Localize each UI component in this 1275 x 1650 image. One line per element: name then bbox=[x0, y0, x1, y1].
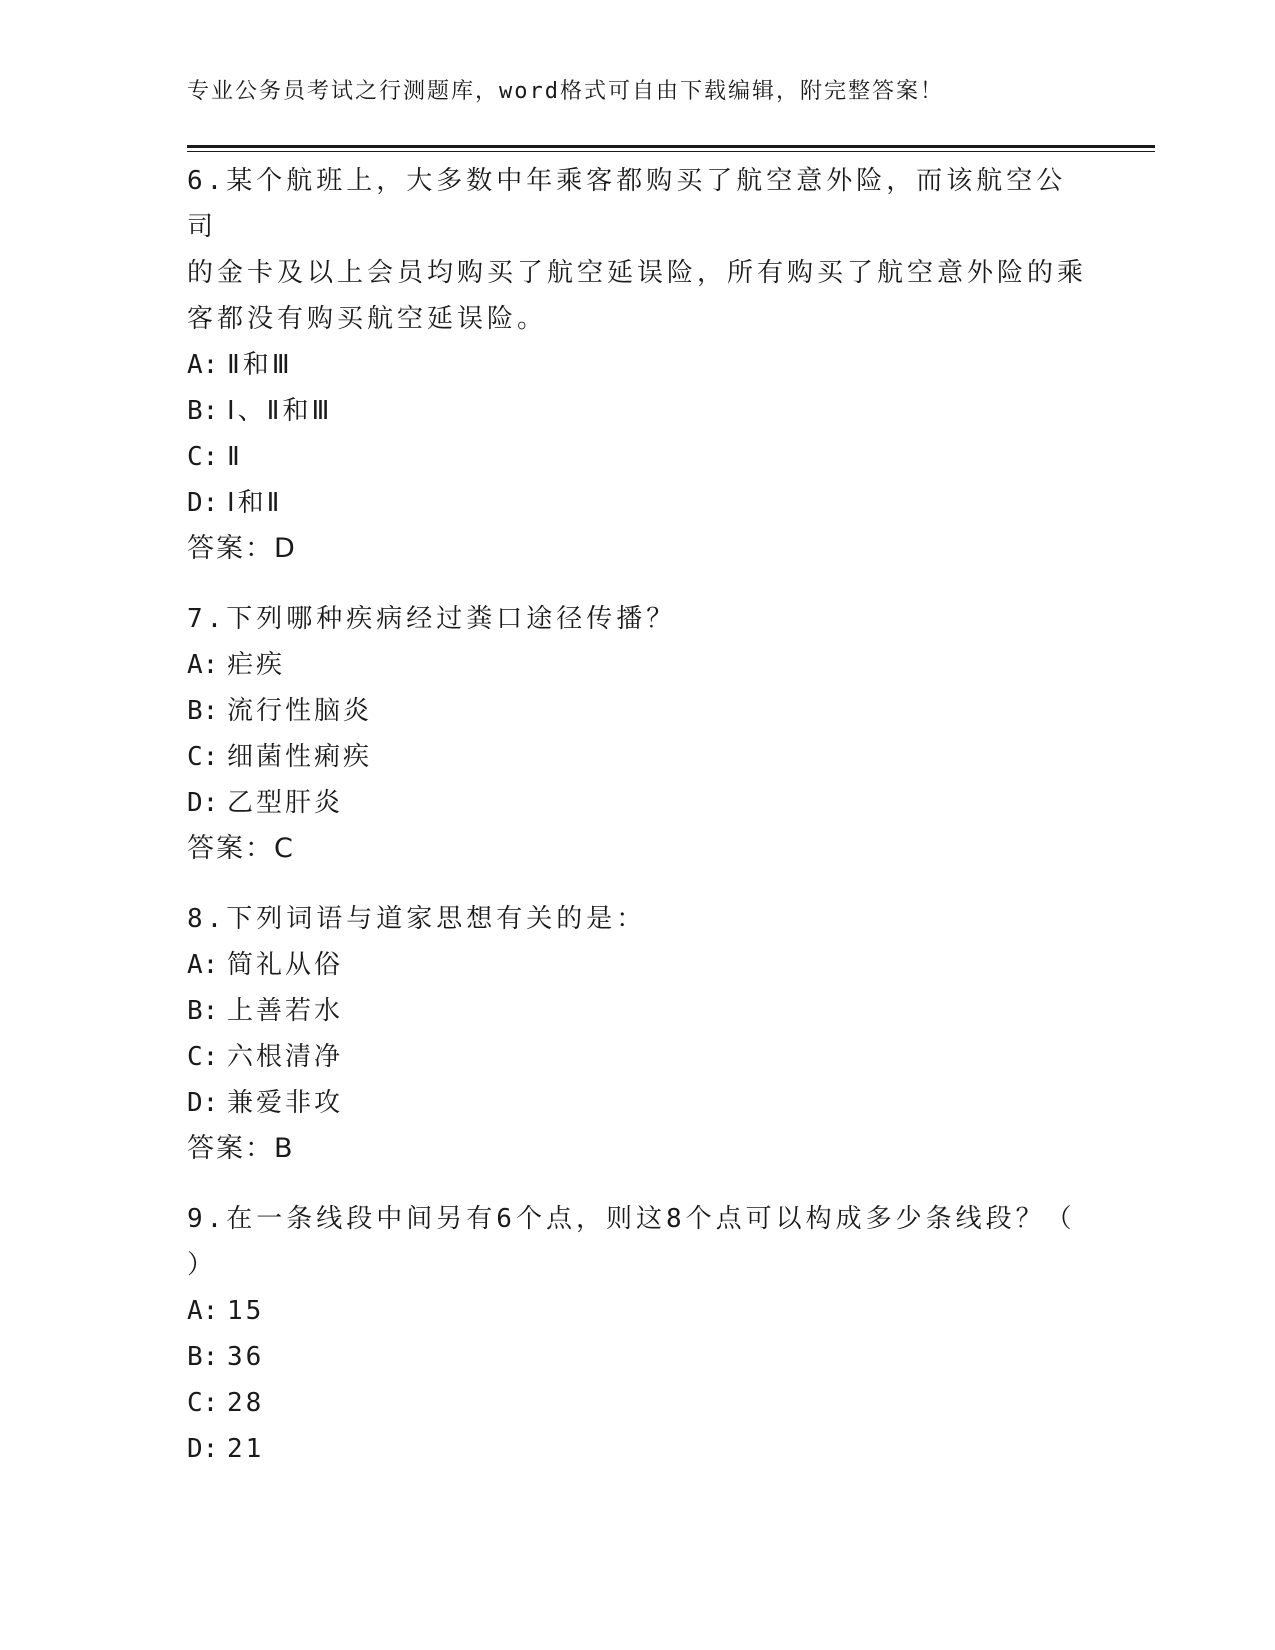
option-letter: A: bbox=[187, 350, 219, 380]
header-divider-thick bbox=[187, 145, 1155, 148]
option-a bbox=[187, 942, 1087, 988]
option-d bbox=[187, 1080, 1087, 1126]
option-text: 28 bbox=[227, 1388, 265, 1418]
question-text: 8.下列词语与道家思想有关的是： bbox=[187, 904, 647, 934]
option-a bbox=[187, 1288, 1087, 1334]
option-letter: D: bbox=[187, 788, 219, 818]
option-text: Ⅰ、Ⅱ和Ⅲ bbox=[227, 396, 333, 426]
option-d bbox=[187, 480, 1087, 526]
question-text: 7.下列哪种疾病经过粪口途径传播？ bbox=[187, 604, 677, 634]
option-d bbox=[187, 780, 1087, 826]
option-text: 15 bbox=[227, 1296, 265, 1326]
option-letter: D: bbox=[187, 488, 219, 518]
option-c bbox=[187, 434, 1087, 480]
option-text: Ⅱ和Ⅲ bbox=[227, 350, 293, 380]
answer-line: 答案：C bbox=[187, 833, 295, 864]
option-letter: C: bbox=[187, 1042, 219, 1072]
header-divider-thin bbox=[187, 151, 1155, 152]
question-text: 6.某个航班上，大多数中年乘客都购买了航空意外险，而该航空公司 的金卡及以上会员均购买了航空延误险，所有购买了航空意外险的乘 客都没有购买航空延误险。 bbox=[187, 166, 1088, 334]
option-text: 上善若水 bbox=[227, 996, 344, 1026]
option-letter: C: bbox=[187, 1388, 219, 1418]
option-text: Ⅰ和Ⅱ bbox=[227, 488, 283, 518]
question-8 bbox=[187, 896, 1087, 1172]
option-a bbox=[187, 342, 1087, 388]
option-b bbox=[187, 988, 1087, 1034]
option-text: Ⅱ bbox=[227, 442, 243, 472]
question-6 bbox=[187, 158, 1087, 572]
option-letter: C: bbox=[187, 442, 219, 472]
option-d bbox=[187, 1426, 1087, 1472]
option-letter: B: bbox=[187, 396, 219, 426]
option-b bbox=[187, 688, 1087, 734]
option-letter: B: bbox=[187, 696, 219, 726]
answer-line: 答案：B bbox=[187, 1133, 295, 1164]
question-7 bbox=[187, 596, 1087, 872]
answer-line: 答案：D bbox=[187, 533, 297, 564]
option-letter: B: bbox=[187, 1342, 219, 1372]
option-letter: C: bbox=[187, 742, 219, 772]
option-text: 疟疾 bbox=[227, 650, 286, 680]
option-b bbox=[187, 1334, 1087, 1380]
option-text: 简礼从俗 bbox=[227, 950, 344, 980]
question-9 bbox=[187, 1196, 1087, 1472]
option-c bbox=[187, 1380, 1087, 1426]
option-letter: A: bbox=[187, 950, 219, 980]
option-letter: B: bbox=[187, 996, 219, 1026]
question-text: 9.在一条线段中间另有6个点，则这8个点可以构成多少条线段？（ ） bbox=[187, 1204, 1076, 1280]
option-letter: D: bbox=[187, 1434, 219, 1464]
option-letter: A: bbox=[187, 650, 219, 680]
option-text: 乙型肝炎 bbox=[227, 788, 344, 818]
page-header: 专业公务员考试之行测题库，word格式可自由下载编辑，附完整答案！ bbox=[187, 79, 944, 104]
question-list bbox=[187, 158, 1087, 1496]
option-c bbox=[187, 734, 1087, 780]
option-b bbox=[187, 388, 1087, 434]
option-text: 21 bbox=[227, 1434, 265, 1464]
option-c bbox=[187, 1034, 1087, 1080]
option-letter: A: bbox=[187, 1296, 219, 1326]
option-text: 36 bbox=[227, 1342, 265, 1372]
option-letter: D: bbox=[187, 1088, 219, 1118]
option-a bbox=[187, 642, 1087, 688]
option-text: 六根清净 bbox=[227, 1042, 344, 1072]
option-text: 兼爱非攻 bbox=[227, 1088, 344, 1118]
option-text: 细菌性痢疾 bbox=[227, 742, 373, 772]
option-text: 流行性脑炎 bbox=[227, 696, 373, 726]
